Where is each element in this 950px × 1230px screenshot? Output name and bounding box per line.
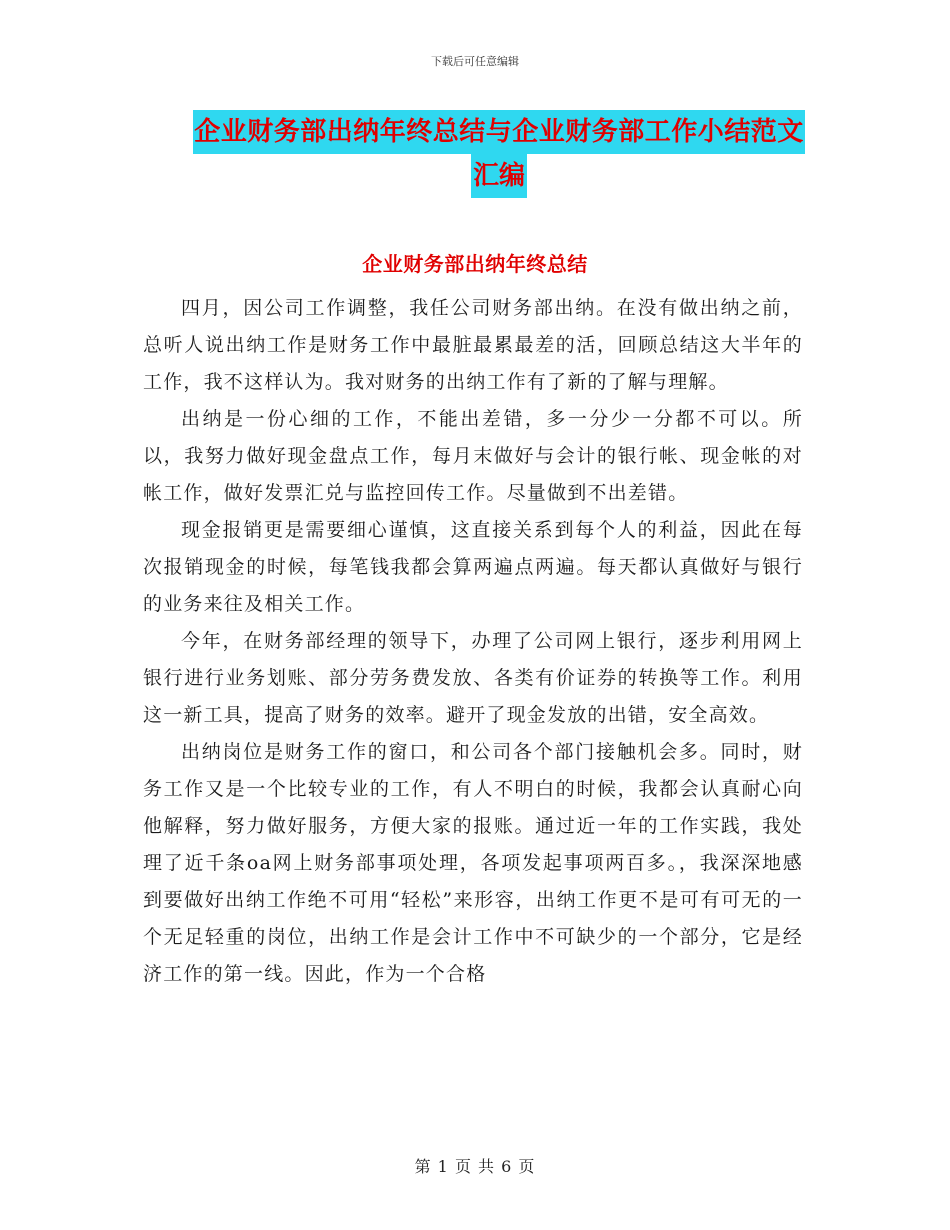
header-note: 下载后可任意编辑	[431, 55, 519, 68]
document-title-line-1: 企业财务部出纳年终总结与企业财务部工作小结范文	[193, 110, 805, 154]
document-title	[193, 110, 805, 198]
page-number: 第 1 页 共 6 页	[414, 1157, 536, 1176]
paragraph: 出纳是一份心细的工作，不能出差错，多一分少一分都不可以。所以，我努力做好现金盘点工作，每月末做好与会计的银行帐、现金帐的对帐工作，做好发票汇兑与监控回传工作。尽量做到不出差错。	[143, 408, 803, 504]
document-title-line-2: 汇编	[471, 154, 527, 198]
document-body	[143, 290, 803, 993]
paragraph: 今年，在财务部经理的领导下，办理了公司网上银行，逐步利用网上银行进行业务划账、部分劳务费发放、各类有价证券的转换等工作。利用这一新工具，提高了财务的效率。避开了现金发放的出错，安全高效。	[143, 630, 803, 726]
section-title: 企业财务部出纳年终总结	[362, 252, 588, 276]
paragraph: 现金报销更是需要细心谨慎，这直接关系到每个人的利益，因此在每次报销现金的时候，每笔钱我都会算两遍点两遍。每天都认真做好与银行的业务来往及相关工作。	[143, 519, 803, 615]
paragraph: 四月，因公司工作调整，我任公司财务部出纳。在没有做出纳之前，总听人说出纳工作是财务工作中最脏最累最差的活，回顾总结这大半年的工作，我不这样认为。我对财务的出纳工作有了新的了解与理解。	[143, 297, 803, 393]
paragraph: 出纳岗位是财务工作的窗口，和公司各个部门接触机会多。同时，财务工作又是一个比较专业的工作，有人不明白的时候，我都会认真耐心向他解释，努力做好服务，方便大家的报账。通过近一年的工作实践，我处理了近千条oa网上财务部事项处理，各项发起事项两百多。，我深深地感到要做好出纳工作绝不可用“轻松”来形容，出纳工作更不是可有可无的一个无足轻重的岗位，出纳工作是会计工作中不可缺少的一个部分，它是经济工作的第一线。因此，作为一个合格	[143, 741, 803, 985]
